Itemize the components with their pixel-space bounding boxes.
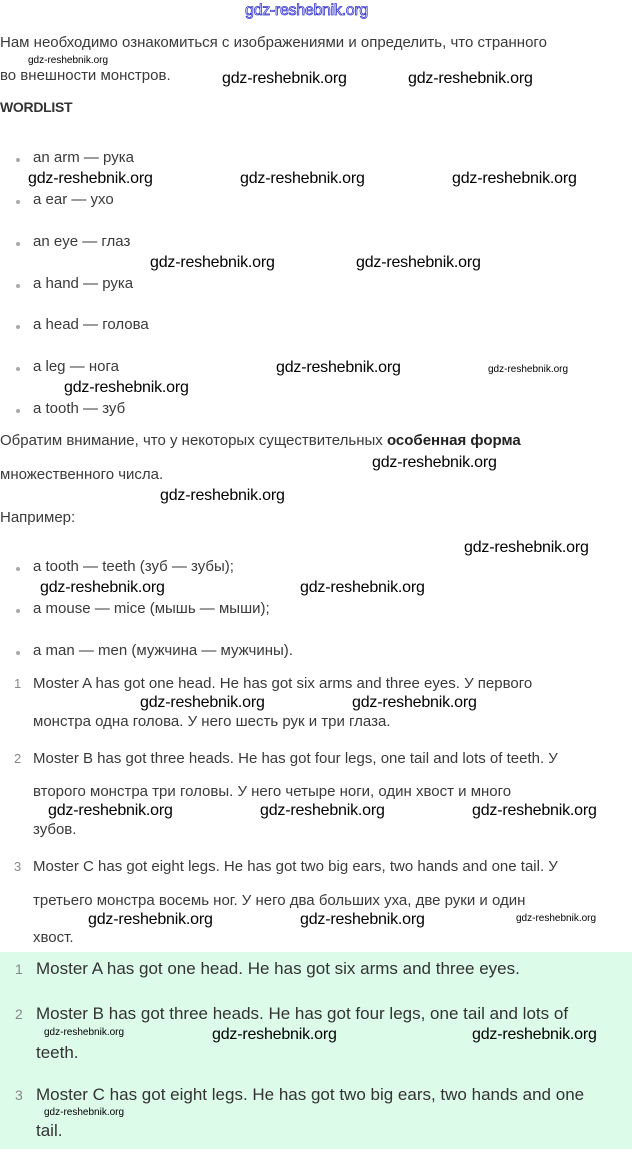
answer-number: 2 <box>15 1006 23 1022</box>
example-item: a man — men (мужчина — мужчины). <box>33 642 293 659</box>
intro-line: во внешности монстров. <box>0 67 171 84</box>
watermark: gdz-reshebnik.org <box>212 1026 337 1043</box>
example-heading: Например: <box>0 509 76 526</box>
answer-line: Moster C has got eight legs. He has got two big ears, two hands and one <box>36 1085 585 1104</box>
numbered-line: монстра одна голова. У него шесть рук и три глаза. <box>33 713 391 730</box>
watermark: gdz-reshebnik.org <box>88 911 213 928</box>
watermark: gdz-reshebnik.org <box>48 802 173 819</box>
note-bold: особенная форма <box>386 432 521 449</box>
numbered-line: Moster A has got one head. He has got six arms and three eyes. У первого <box>33 675 533 692</box>
note-line-2: множественного числа. <box>0 466 164 483</box>
item-number: 2 <box>14 751 22 766</box>
wordlist-item: an arm — рука <box>33 149 134 166</box>
watermark: gdz-reshebnik.org <box>64 379 189 396</box>
answer-box <box>0 952 632 1149</box>
watermark: gdz-reshebnik.org <box>408 70 533 87</box>
watermark: gdz-reshebnik.org <box>160 487 285 504</box>
watermark: gdz-reshebnik.org <box>372 454 497 471</box>
wordlist-item: an eye — глаз <box>33 233 131 250</box>
watermark: gdz-reshebnik.org <box>356 254 481 271</box>
example-item: a mouse — mice (мышь — мыши); <box>33 600 270 617</box>
watermark: gdz-reshebnik.org <box>300 579 425 596</box>
watermark: gdz-reshebnik.org <box>276 359 401 376</box>
watermark: gdz-reshebnik.org <box>240 170 365 187</box>
item-number: 3 <box>14 859 22 874</box>
numbered-line: второго монстра три головы. У него четыре ноги, один хвост и много <box>33 783 512 800</box>
wordlist-item: a tooth — зуб <box>33 400 126 417</box>
watermark: gdz-reshebnik.org <box>40 579 165 596</box>
bullet-icon <box>16 367 20 371</box>
numbered-line: Moster C has got eight legs. He has got two big ears, two hands and one tail. У <box>33 858 558 875</box>
watermark: gdz-reshebnik.org <box>464 539 589 556</box>
wordlist-item: a head — голова <box>33 316 149 333</box>
watermark: gdz-reshebnik.org <box>472 802 597 819</box>
watermark: gdz-reshebnik.org <box>28 55 109 66</box>
bullet-icon <box>16 609 20 613</box>
item-number: 1 <box>14 676 22 691</box>
answer-line: Moster A has got one head. He has got six arms and three eyes. <box>36 959 520 978</box>
watermark: gdz-reshebnik.org <box>44 1107 125 1118</box>
numbered-line: зубов. <box>33 821 77 838</box>
bullet-icon <box>16 567 20 571</box>
answer-number: 3 <box>15 1087 23 1103</box>
watermark: gdz-reshebnik.org <box>352 694 477 711</box>
numbered-line: третьего монстра восемь ног. У него два больших уха, две руки и один <box>33 892 526 909</box>
watermark: gdz-reshebnik.org <box>28 170 153 187</box>
answer-line: tail. <box>36 1121 63 1140</box>
bullet-icon <box>16 158 20 162</box>
watermark: gdz-reshebnik.org <box>245 2 368 19</box>
watermark: gdz-reshebnik.org <box>516 913 597 924</box>
answer-line: teeth. <box>36 1043 79 1062</box>
answer-number: 1 <box>15 961 23 977</box>
watermark: gdz-reshebnik.org <box>488 364 569 375</box>
note-text: Обратим внимание, что у некоторых существительных <box>0 432 387 449</box>
numbered-line: Moster B has got three heads. He has got four legs, one tail and lots of teeth. У <box>33 750 558 767</box>
watermark: gdz-reshebnik.org <box>140 694 265 711</box>
wordlist-item: a ear — ухо <box>33 191 114 208</box>
watermark: gdz-reshebnik.org <box>452 170 577 187</box>
bullet-icon <box>16 242 20 246</box>
watermark: gdz-reshebnik.org <box>260 802 385 819</box>
watermark: gdz-reshebnik.org <box>44 1027 125 1038</box>
numbered-line: хвост. <box>33 929 74 946</box>
bullet-icon <box>16 325 20 329</box>
example-item: a tooth — teeth (зуб — зубы); <box>33 558 234 575</box>
watermark: gdz-reshebnik.org <box>472 1026 597 1043</box>
watermark: gdz-reshebnik.org <box>300 911 425 928</box>
wordlist-heading: WORDLIST <box>0 99 73 115</box>
answer-line: Moster B has got three heads. He has got four legs, one tail and lots of <box>36 1004 569 1023</box>
bullet-icon <box>16 409 20 413</box>
watermark: gdz-reshebnik.org <box>150 254 275 271</box>
note-line <box>0 431 521 451</box>
bullet-icon <box>16 284 20 288</box>
intro-line: Нам необходимо ознакомиться с изображениями и определить, что странного <box>0 34 547 51</box>
bullet-icon <box>16 651 20 655</box>
bullet-icon <box>16 200 20 204</box>
wordlist-item: a leg — нога <box>33 358 119 375</box>
watermark: gdz-reshebnik.org <box>222 70 347 87</box>
wordlist-item: a hand — рука <box>33 275 134 292</box>
